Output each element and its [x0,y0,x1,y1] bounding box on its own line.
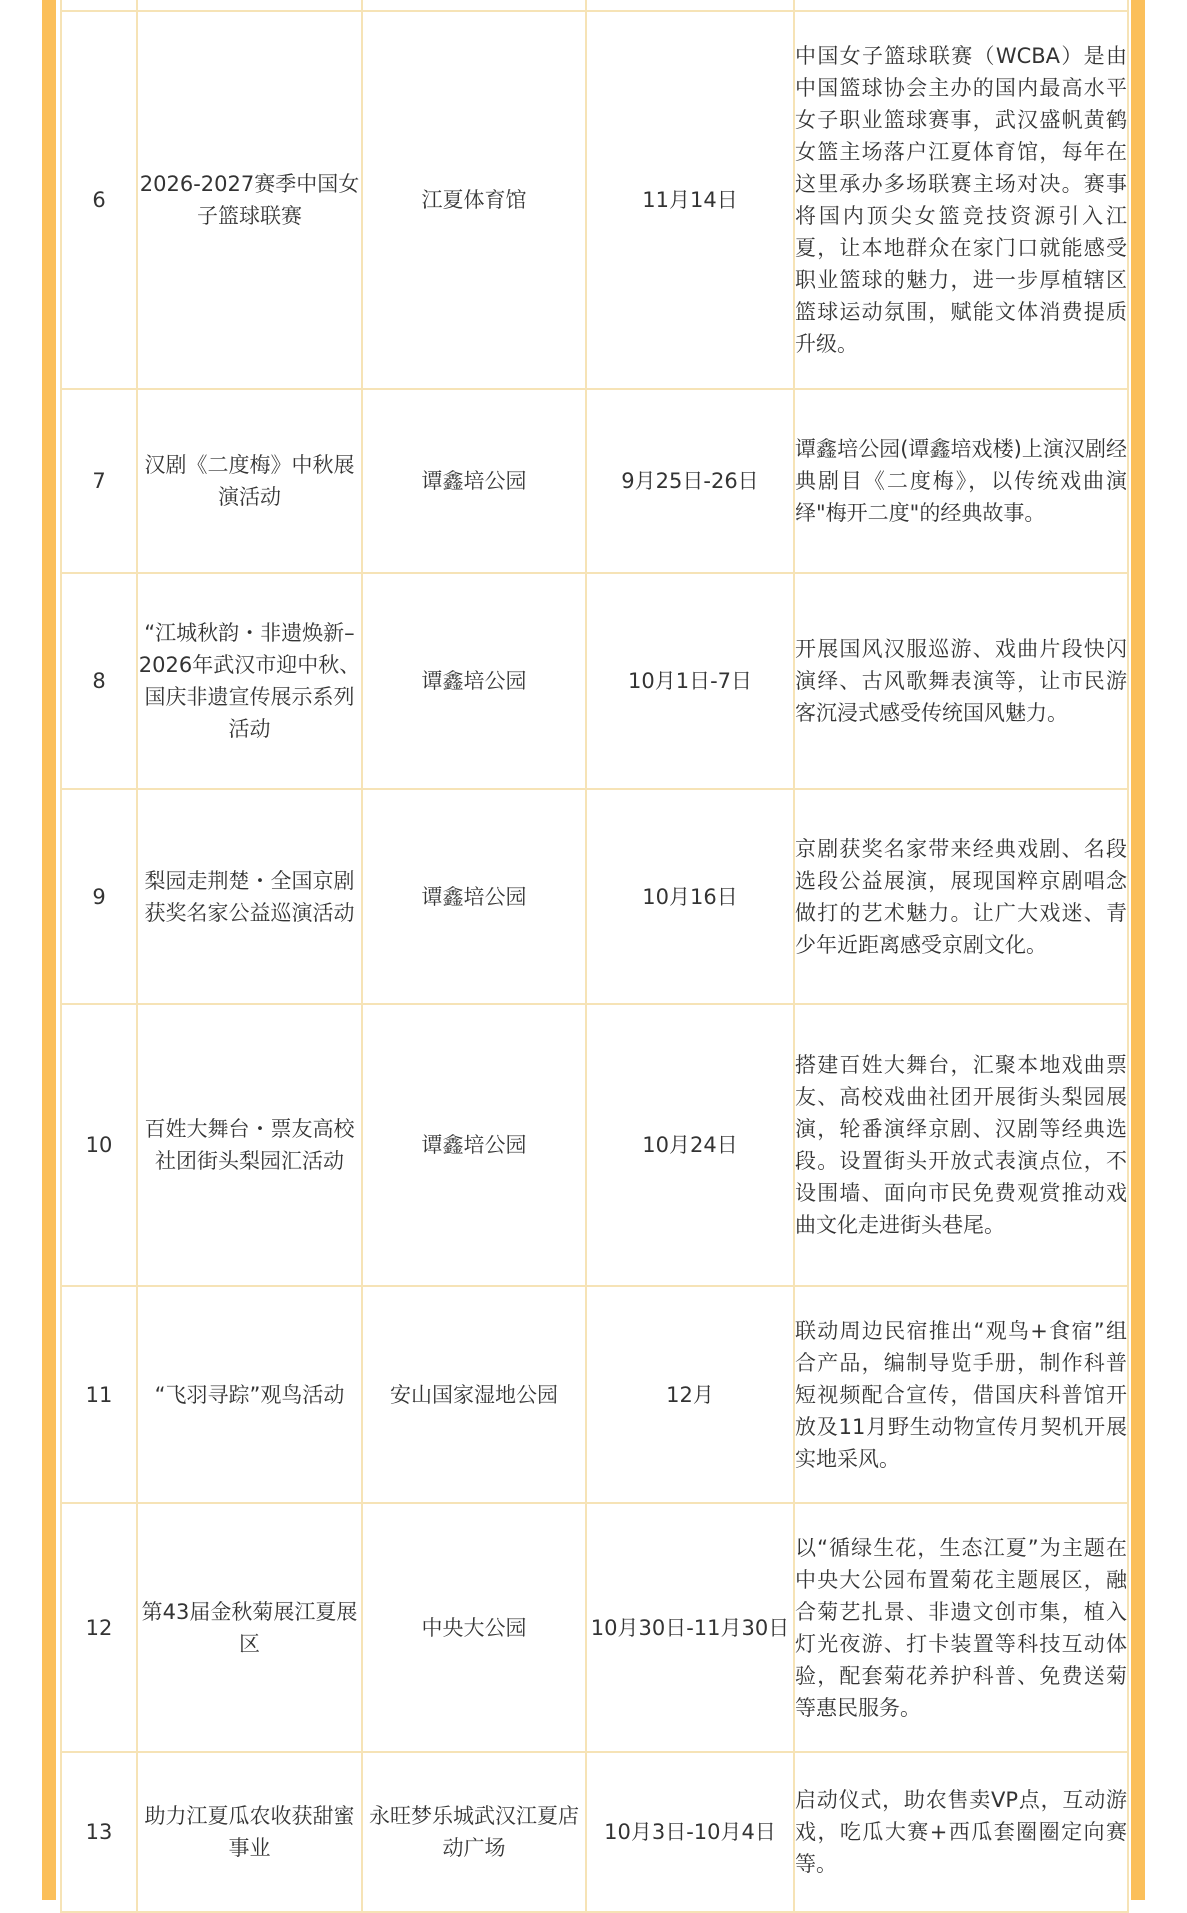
table-row [61,1503,1128,1752]
right-orange-border [1131,0,1145,1900]
table-row-top-partial [61,0,1128,11]
left-orange-border [42,0,56,1900]
event-name: “飞羽寻踪”观鸟活动 [137,1286,362,1503]
event-name: 百姓大舞台・票友高校社团街头梨园汇活动 [137,1004,362,1286]
event-name: “江城秋韵・非遗焕新–2026年武汉市迎中秋、国庆非遗宣传展示系列活动 [137,573,362,789]
event-date: 10月24日 [586,1004,794,1286]
event-date: 10月3日-10月4日 [586,1752,794,1912]
event-description: 以“循绿生花，生态江夏”为主题在中央大公园布置菊花主题展区，融合菊艺扎景、非遗文创市集，植入灯光夜游、打卡装置等科技互动体验，配套菊花养护科普、免费送菊等惠民服务。 [794,1503,1128,1752]
row-number: 9 [61,789,137,1004]
row-number: 12 [61,1503,137,1752]
event-date: 11月14日 [586,11,794,389]
event-description: 京剧获奖名家带来经典戏剧、名段选段公益展演，展现国粹京剧唱念做打的艺术魅力。让广大戏迷、青少年近距离感受京剧文化。 [794,789,1128,1004]
event-venue: 谭鑫培公园 [362,1004,586,1286]
event-date: 10月16日 [586,789,794,1004]
event-name: 梨园走荆楚・全国京剧获奖名家公益巡演活动 [137,789,362,1004]
table-row [61,573,1128,789]
event-date: 12月 [586,1286,794,1503]
event-venue: 江夏体育馆 [362,11,586,389]
row-number: 8 [61,573,137,789]
event-date: 10月30日-11月30日 [586,1503,794,1752]
table-row [61,789,1128,1004]
events-table [60,0,1129,1913]
table-row [61,1004,1128,1286]
row-number: 7 [61,389,137,573]
event-date: 10月1日-7日 [586,573,794,789]
event-description: 中国女子篮球联赛（WCBA）是由中国篮球协会主办的国内最高水平女子职业篮球赛事，武汉盛帆黄鹤女篮主场落户江夏体育馆，每年在这里承办多场联赛主场对决。赛事将国内顶尖女篮竞技资源引入江夏，让本地群众在家门口就能感受职业篮球的魅力，进一步厚植辖区篮球运动氛围，赋能文体消费提质升级。 [794,11,1128,389]
event-date: 9月25日-26日 [586,389,794,573]
event-venue: 谭鑫培公园 [362,573,586,789]
event-name: 第43届金秋菊展江夏展区 [137,1503,362,1752]
event-venue: 谭鑫培公园 [362,389,586,573]
event-description: 启动仪式，助农售卖VP点，互动游戏，吃瓜大赛+西瓜套圈圈定向赛等。 [794,1752,1128,1912]
row-number: 13 [61,1752,137,1912]
event-description: 联动周边民宿推出“观鸟+食宿”组合产品，编制导览手册，制作科普短视频配合宣传，借国庆科普馆开放及11月野生动物宣传月契机开展实地采风。 [794,1286,1128,1503]
event-description: 搭建百姓大舞台，汇聚本地戏曲票友、高校戏曲社团开展街头梨园展演，轮番演绎京剧、汉剧等经典选段。设置街头开放式表演点位，不设围墙、面向市民免费观赏推动戏曲文化走进街头巷尾。 [794,1004,1128,1286]
table-row [61,11,1128,389]
table-row [61,389,1128,573]
event-description: 谭鑫培公园(谭鑫培戏楼)上演汉剧经典剧目《二度梅》，以传统戏曲演绎"梅开二度"的经典故事。 [794,389,1128,573]
event-description: 开展国风汉服巡游、戏曲片段快闪演绎、古风歌舞表演等，让市民游客沉浸式感受传统国风魅力。 [794,573,1128,789]
row-number: 11 [61,1286,137,1503]
table-row [61,1752,1128,1912]
event-name: 汉剧《二度梅》中秋展演活动 [137,389,362,573]
event-venue: 永旺梦乐城武汉江夏店动广场 [362,1752,586,1912]
table-row [61,1286,1128,1503]
event-name: 助力江夏瓜农收获甜蜜事业 [137,1752,362,1912]
event-venue: 谭鑫培公园 [362,789,586,1004]
event-venue: 中央大公园 [362,1503,586,1752]
row-number: 10 [61,1004,137,1286]
row-number: 6 [61,11,137,389]
event-name: 2026-2027赛季中国女子篮球联赛 [137,11,362,389]
event-venue: 安山国家湿地公园 [362,1286,586,1503]
